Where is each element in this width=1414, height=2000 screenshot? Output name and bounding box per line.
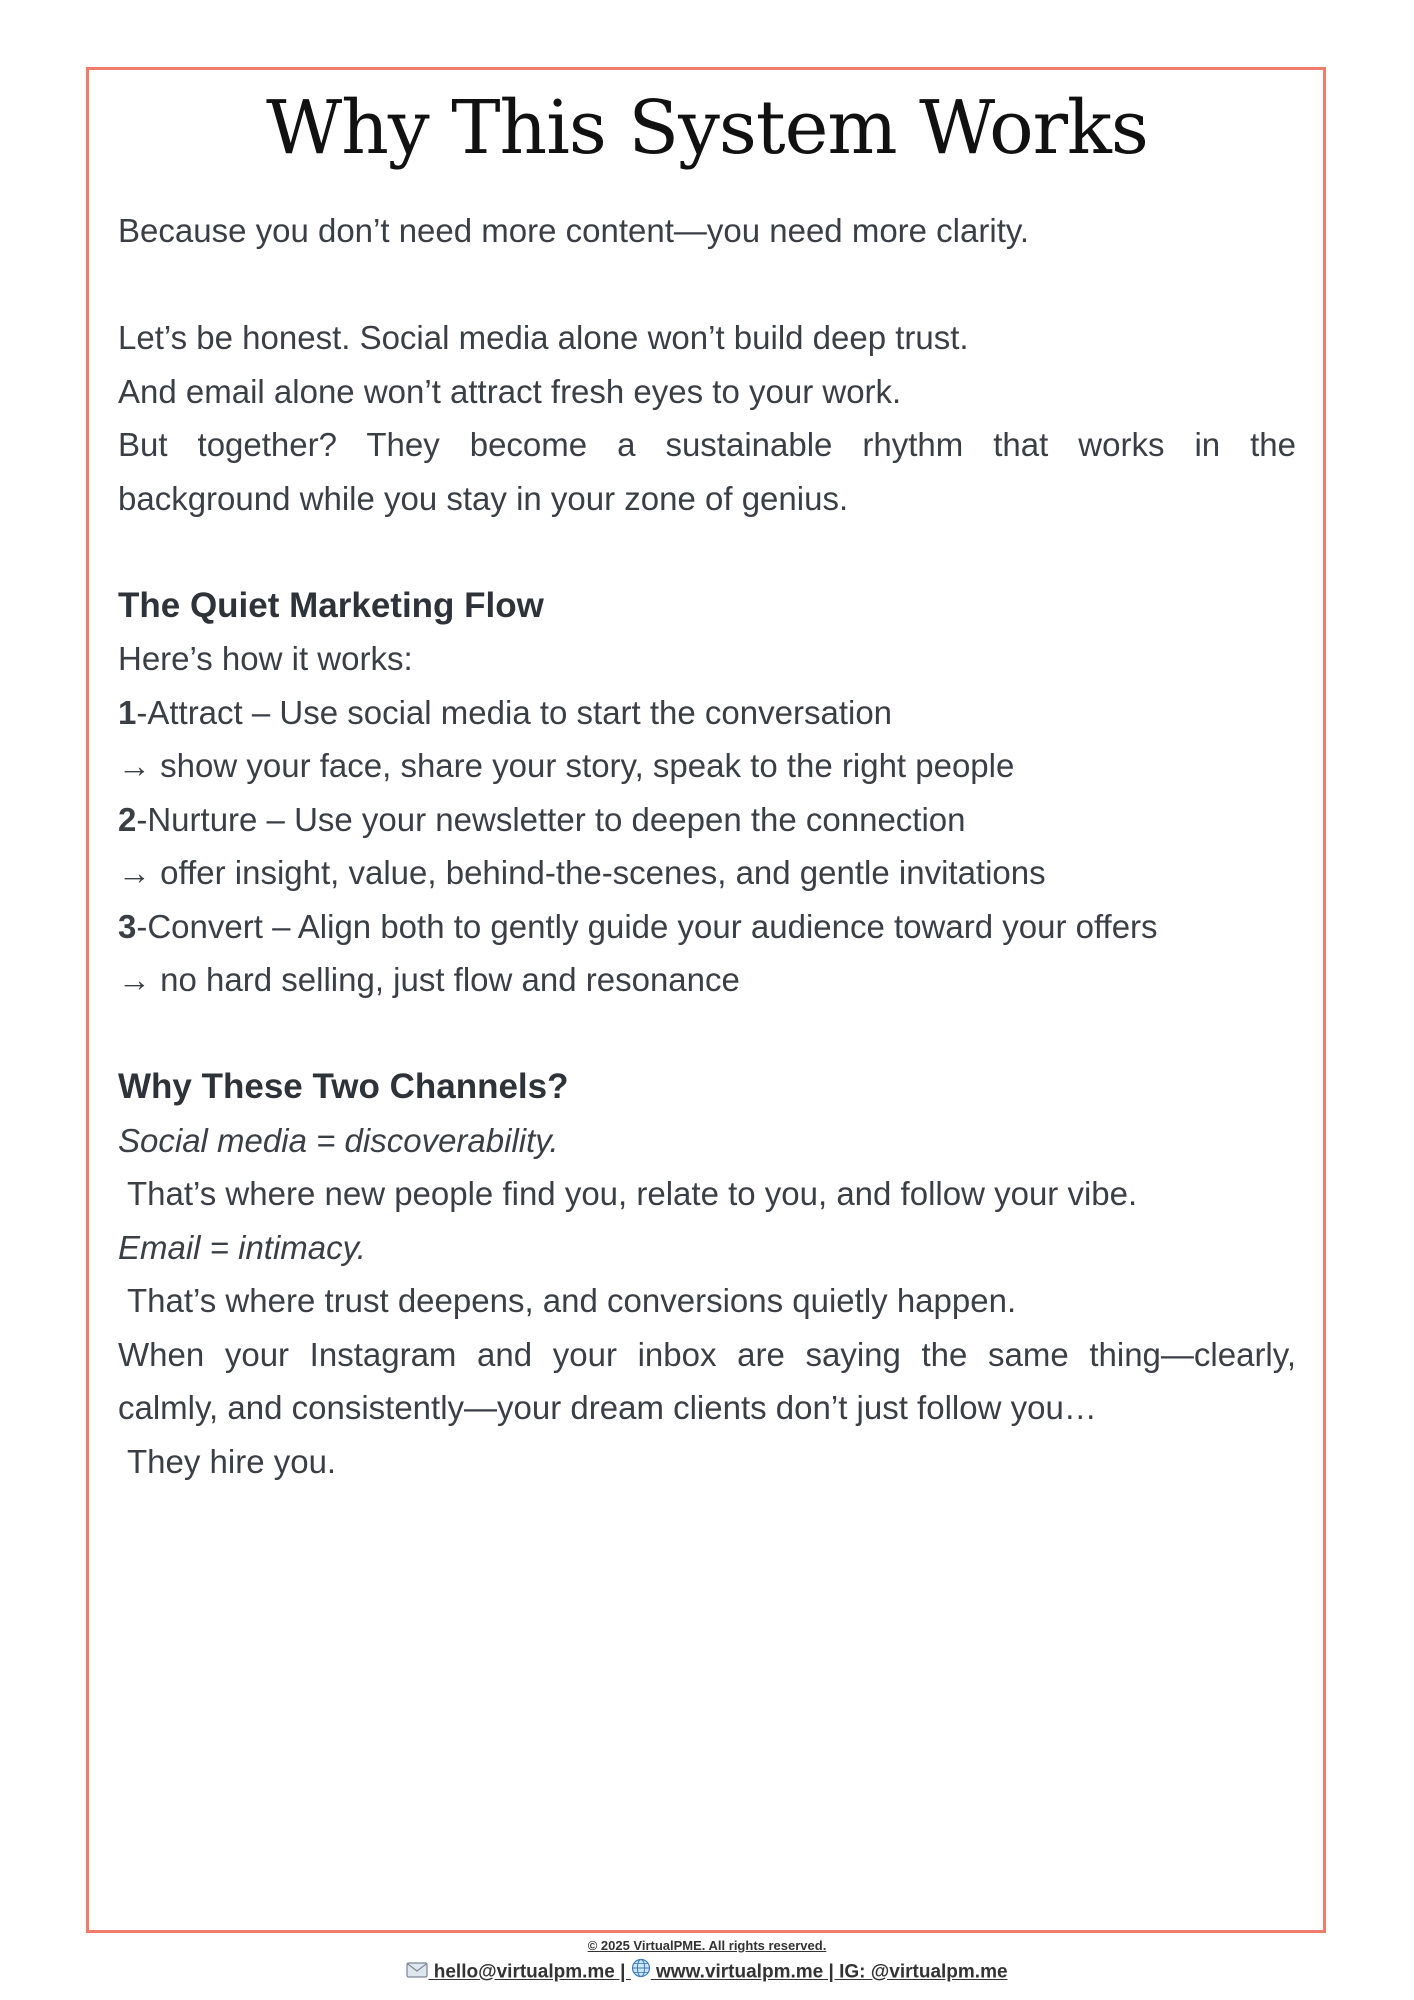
envelope-icon bbox=[406, 1959, 428, 1987]
closing-line-2: calmly, and consistently—your dream clients don’t just follow you… bbox=[118, 1389, 1097, 1426]
email-text: That’s where trust deepens, and conversions quietly happen. bbox=[127, 1282, 1017, 1319]
flow-step-1-detail: → show your face, share your story, speak to the right people bbox=[118, 747, 1015, 784]
footer-contact bbox=[0, 1958, 1414, 1987]
globe-icon bbox=[631, 1958, 651, 1987]
spacer bbox=[118, 525, 1296, 579]
flow-step-3-detail: → no hard selling, just flow and resonance bbox=[118, 961, 740, 998]
honest-line-2: And email alone won’t attract fresh eyes to your work. bbox=[118, 372, 902, 410]
email-label: Email = intimacy. bbox=[118, 1228, 366, 1266]
main-content bbox=[118, 204, 1296, 1488]
spacer bbox=[118, 258, 1296, 312]
flow-step-2 bbox=[118, 793, 1296, 847]
honest-line-3: But together? They become a sustainable rhythm that works in the bbox=[118, 426, 1296, 463]
flow-step-3 bbox=[118, 900, 1296, 954]
email-link[interactable]: hello@virtualpm.me bbox=[433, 1961, 615, 1983]
footer-separator: | bbox=[614, 1961, 631, 1983]
closing-line-3: They hire you. bbox=[127, 1442, 337, 1480]
step-text: -Convert – Align both to gently guide your audience toward your offers bbox=[136, 907, 1158, 945]
honest-line-4: background while you stay in your zone of genius. bbox=[118, 479, 849, 517]
step-number: 2 bbox=[118, 800, 137, 838]
step-number: 1 bbox=[118, 693, 137, 731]
intro-text: Because you don’t need more content—you need more clarity. bbox=[118, 212, 1030, 249]
step-text: -Nurture – Use your newsletter to deepen the connection bbox=[136, 800, 966, 838]
flow-lead: Here’s how it works: bbox=[118, 640, 413, 677]
footer-copyright: © 2025 VirtualPME. All rights reserved. bbox=[587, 1938, 827, 1953]
spacer bbox=[118, 1007, 1296, 1061]
closing-line-1: When your Instagram and your inbox are saying the same thing—clearly, bbox=[118, 1335, 1296, 1373]
social-text: That’s where new people find you, relate to you, and follow your vibe. bbox=[127, 1175, 1138, 1212]
flow-step-1 bbox=[118, 686, 1296, 740]
flow-heading: The Quiet Marketing Flow bbox=[118, 585, 544, 625]
social-label: Social media = discoverability. bbox=[118, 1121, 559, 1159]
step-text: -Attract – Use social media to start the conversation bbox=[136, 693, 893, 731]
footer-separator: | bbox=[823, 1961, 840, 1983]
step-number: 3 bbox=[118, 907, 137, 945]
honest-line-1: Let’s be honest. Social media alone won’t build deep trust. bbox=[118, 319, 969, 356]
website-link[interactable]: www.virtualpm.me bbox=[656, 1961, 824, 1983]
page-title: Why This System Works bbox=[266, 85, 1148, 171]
instagram-link[interactable]: IG: @virtualpm.me bbox=[839, 1961, 1008, 1983]
flow-step-2-detail: → offer insight, value, behind-the-scenes, and gentle invitations bbox=[118, 854, 1046, 891]
channels-heading: Why These Two Channels? bbox=[118, 1067, 569, 1106]
